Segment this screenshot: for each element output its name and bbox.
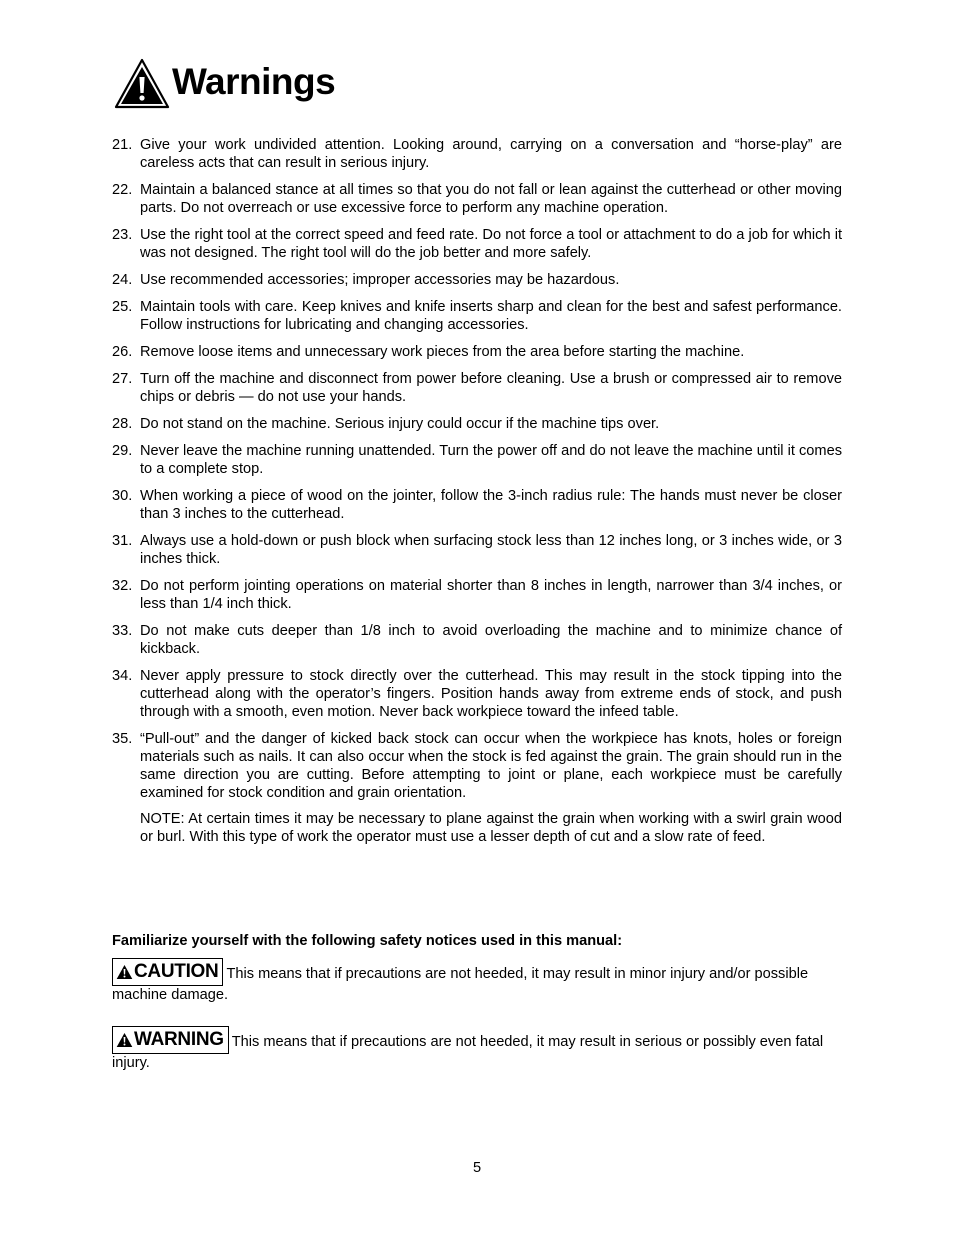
rule-text: Never leave the machine running unattended. Turn the power off and do not leave the machine until it comes to a complete stop.: [140, 443, 842, 477]
rule-item: [112, 370, 842, 406]
page-title: Warnings: [172, 61, 336, 102]
rule-item: [112, 487, 842, 523]
warning-label: WARNING: [134, 1029, 224, 1050]
caution-notice: [112, 958, 842, 1004]
rule-text: Turn off the machine and disconnect from power before cleaning. Use a brush or compressed air to remove chips or debris — do not use your hands.: [140, 371, 842, 405]
rule-text: Give your work undivided attention. Looking around, carrying on a conversation and “horse-play” are careless acts that can result in serious injury.: [140, 137, 842, 171]
rule-text: Remove loose items and unnecessary work pieces from the area before starting the machine.: [140, 344, 745, 360]
warning-text: This means that if precautions are not heeded, it may result in serious or possibly even fatal injury.: [112, 1034, 824, 1071]
page-number: 5: [472, 1160, 482, 1176]
rule-number: 33.: [112, 623, 133, 639]
rule-number: 27.: [112, 371, 133, 387]
rule-item: [112, 226, 842, 262]
rule-text: Maintain tools with care. Keep knives and knife inserts sharp and clean for the best and safest performance. Follow instructions for lubricating and changing accessories.: [140, 299, 842, 333]
rule-number: 31.: [112, 533, 133, 549]
rule-number: 34.: [112, 668, 133, 684]
rule-item: [112, 136, 842, 172]
rule-text: Do not perform jointing operations on material shorter than 8 inches in length, narrower than 3/4 inches, or less than 1/4 inch thick.: [140, 578, 842, 612]
warning-triangle-icon: [116, 1032, 133, 1048]
rule-text: Never apply pressure to stock directly over the cutterhead. This may result in the stock tipping into the cutterhead along with the operator’s fingers. Position hands away from extreme ends of stock, and push through with a smooth, even motion. Never back workpiece toward the infeed table.: [140, 668, 842, 720]
rule-item: [112, 622, 842, 658]
rule-item: [112, 271, 842, 289]
warning-badge: [112, 1026, 229, 1054]
rule-text: Always use a hold-down or push block when surfacing stock less than 12 inches long, or 3 inches wide, or 3 inches thick.: [140, 533, 842, 567]
familiarize-heading: Familiarize yourself with the following safety notices used in this manual:: [112, 933, 623, 949]
rule-number: 24.: [112, 272, 133, 288]
rule-item: [112, 730, 842, 802]
rule-text: Use the right tool at the correct speed and feed rate. Do not force a tool or attachment to do a job for which it was not designed. The right tool will do the job better and more safely.: [140, 227, 842, 261]
rule-item: [112, 667, 842, 721]
rule-text: Maintain a balanced stance at all times so that you do not fall or lean against the cutterhead or other moving parts. Do not overreach or use excessive force to perform any machine operation.: [140, 182, 842, 216]
page-header: [114, 56, 335, 112]
rule-number: 21.: [112, 137, 133, 153]
warnings-list: [112, 136, 842, 846]
rule-number: 25.: [112, 299, 133, 315]
rule-number: 23.: [112, 227, 133, 243]
rule-item: [112, 577, 842, 613]
rule-item: [112, 343, 842, 361]
rule-text: When working a piece of wood on the jointer, follow the 3-inch radius rule: The hands must never be closer than 3 inches to the cutterhead.: [140, 488, 842, 522]
warning-notice: [112, 1026, 842, 1072]
caution-badge: [112, 958, 223, 986]
warning-triangle-icon: [116, 964, 133, 980]
rule-number: 22.: [112, 182, 133, 198]
caution-label: CAUTION: [134, 961, 219, 982]
grain-note: NOTE: At certain times it may be necessary to plane against the grain when working with a swirl grain wood or burl. With this type of work the operator must use a lesser depth of cut and a slow rate of feed.: [140, 811, 842, 845]
rule-text: Do not make cuts deeper than 1/8 inch to avoid overloading the machine and to minimize chance of kickback.: [140, 623, 842, 657]
rule-number: 28.: [112, 416, 133, 432]
rule-number: 26.: [112, 344, 133, 360]
rule-item: [112, 442, 842, 478]
caution-text: This means that if precautions are not heeded, it may result in minor injury and/or possible machine damage.: [112, 966, 809, 1003]
rule-number: 30.: [112, 488, 133, 504]
rule-number: 35.: [112, 731, 133, 747]
rule-text: “Pull-out” and the danger of kicked back stock can occur when the workpiece has knots, holes or foreign materials such as nails. It can also occur when the stock is fed against the grain. The grain should run in the same direction you are cutting. Before attempting to joint or plane, each workpiece must be carefully examined for stock condition and grain orientation.: [140, 731, 842, 801]
warning-triangle-icon: [114, 58, 170, 110]
rule-item: [112, 181, 842, 217]
rule-item: [112, 532, 842, 568]
rule-number: 32.: [112, 578, 133, 594]
rule-item: [112, 415, 842, 433]
rule-number: 29.: [112, 443, 133, 459]
rule-text: Do not stand on the machine. Serious injury could occur if the machine tips over.: [140, 416, 660, 432]
rule-text: Use recommended accessories; improper accessories may be hazardous.: [140, 272, 620, 288]
rule-item: [112, 298, 842, 334]
